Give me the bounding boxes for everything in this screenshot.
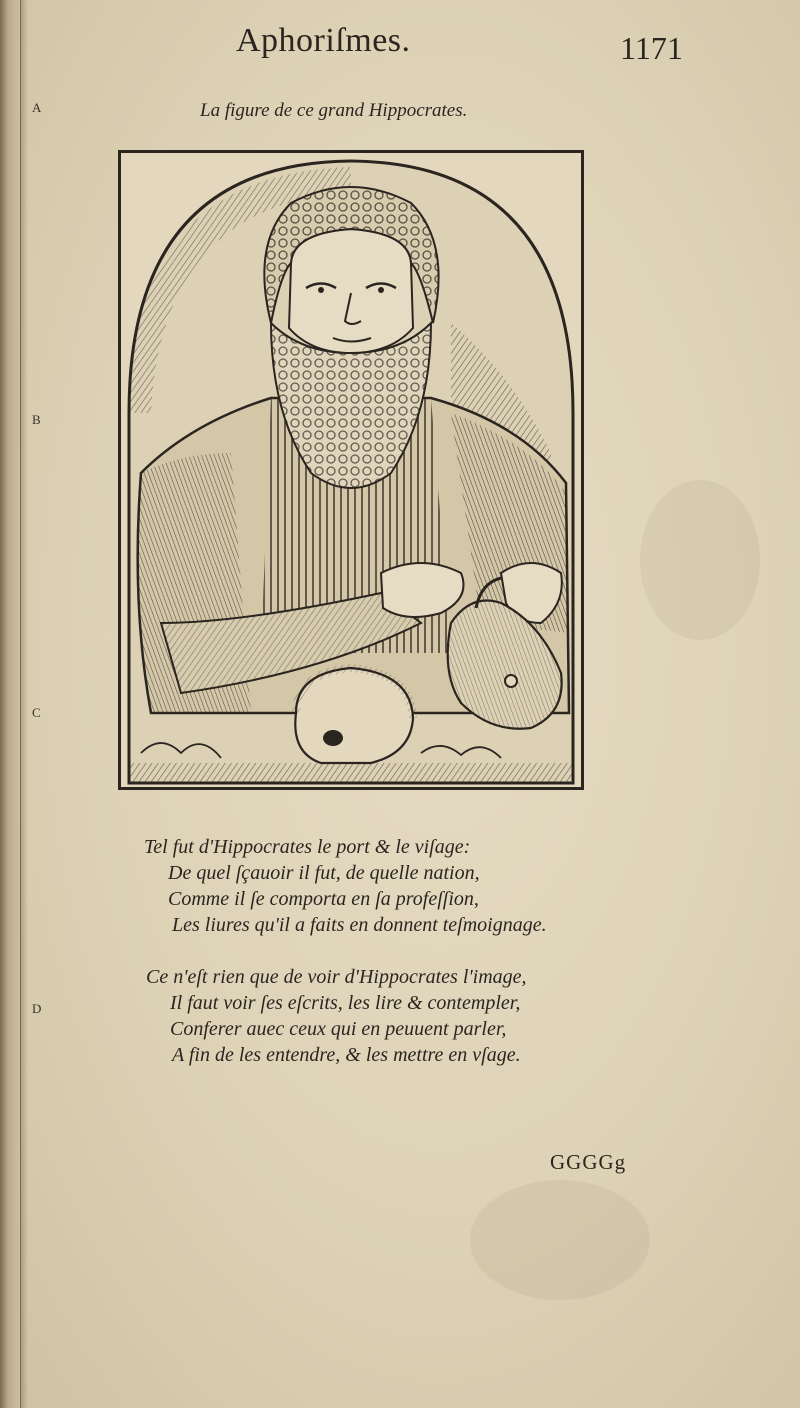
woodcut-frame [118, 150, 584, 790]
margin-letter-b: B [32, 412, 41, 427]
table-surface [129, 763, 573, 783]
goat-eye [505, 675, 517, 687]
margin-letter-a: A [32, 100, 42, 115]
paper-stain [470, 1180, 650, 1300]
signature-mark: GGGGg [550, 1150, 627, 1174]
face [289, 229, 413, 353]
illustration-caption: La figure de ce grand Hippocrates. [200, 100, 468, 121]
running-head: Aphoriſmes. [236, 22, 411, 59]
stanza-2-line-3: Conferer auec ceux qui en peuuent parler, [170, 1018, 507, 1040]
stanza-1-line-3: Comme il ſe comporta en ſa profeſſion, [168, 888, 479, 910]
margin-letter-c: C [32, 705, 41, 720]
margin-letter-d: D [32, 1001, 42, 1016]
adjacent-page-edge [0, 0, 21, 1408]
page-number: 1171 [620, 30, 683, 66]
stanza-1-line-1: Tel fut d'Hippocrates le port & le viſage: [144, 836, 471, 858]
stanza-2-line-1: Ce n'eſt rien que de voir d'Hippocrates l'image, [146, 966, 527, 988]
stanza-1-line-2: De quel ſçauoir il fut, de quelle nation, [168, 862, 480, 884]
skull-eye-socket [323, 730, 343, 746]
left-pupil [318, 287, 324, 293]
stanza-2-line-4: A fin de les entendre, & les mettre en vſage. [172, 1044, 521, 1066]
stanza-2-line-2: Il faut voir ſes eſcrits, les lire & contempler, [170, 992, 521, 1014]
right-pupil [378, 287, 384, 293]
hippocrates-woodcut-illustration [121, 153, 581, 787]
binding-shadow [20, 0, 28, 1408]
stanza-1-line-4: Les liures qu'il a faits en donnent teſmoignage. [172, 914, 547, 936]
paper-stain [640, 480, 760, 640]
